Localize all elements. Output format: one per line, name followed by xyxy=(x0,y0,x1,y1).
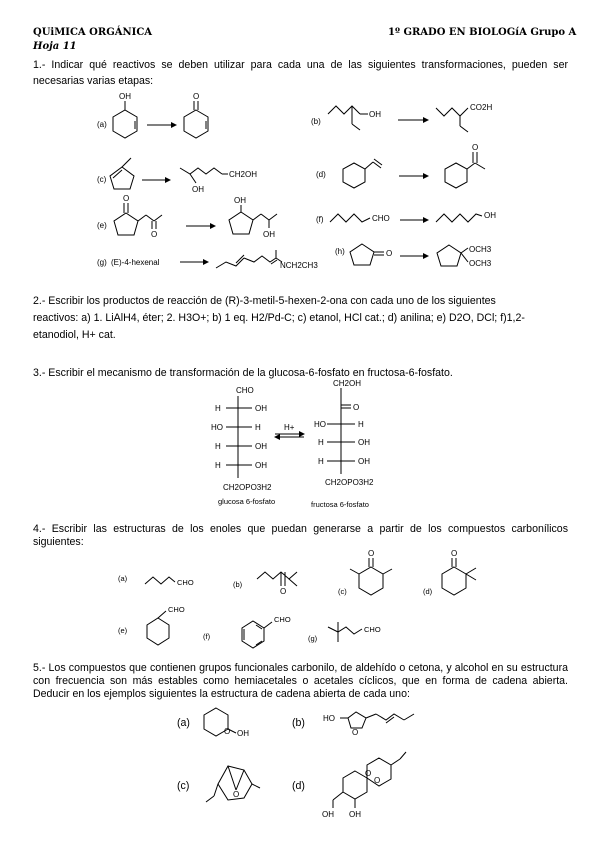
svg-text:H: H xyxy=(358,420,364,429)
q1-label-b: (b) xyxy=(311,117,321,126)
q4-label-e: (e) xyxy=(118,626,128,635)
q1-label-h: (h) xyxy=(335,247,345,256)
q4f-structure xyxy=(242,615,291,648)
question-4-text: 4.- Escribir las estructuras de los enoles que puedan generarse a partir de los compuestos carbonílicos siguientes: xyxy=(33,523,568,548)
q1a-o: O xyxy=(193,92,200,101)
fructose-phosphate: CH2OPO3H2 xyxy=(325,478,374,487)
svg-text:CHO: CHO xyxy=(177,578,194,587)
svg-text:HO: HO xyxy=(211,423,223,432)
q5c-structure xyxy=(206,766,260,802)
q4e-structure xyxy=(147,605,185,645)
q1d-product xyxy=(445,143,485,188)
q5-label-a: (a) xyxy=(177,717,190,729)
glucose-cho: CHO xyxy=(236,386,254,395)
course-title: QUiMICA ORGÁNICA xyxy=(33,27,153,38)
q1b-co2h: CO2H xyxy=(470,103,493,112)
glucose-label: glucosa 6-fosfato xyxy=(218,497,276,506)
svg-text:OH: OH xyxy=(255,404,267,413)
svg-text:CHO: CHO xyxy=(274,615,291,624)
svg-text:O: O xyxy=(365,769,372,778)
q4-label-f: (f) xyxy=(203,632,211,641)
question-2-line-1: 2.- Escribir los productos de reacción de (R)-3-metil-5-hexen-2-ona con cada uno de los siguientes xyxy=(33,295,496,307)
svg-text:CHO: CHO xyxy=(364,625,381,634)
q5-label-d: (d) xyxy=(292,780,305,792)
q1f-oh: OH xyxy=(484,211,496,220)
fructose-ch2oh: CH2OH xyxy=(333,379,362,388)
svg-text:OH: OH xyxy=(322,810,334,819)
q1h-och3b: OCH3 xyxy=(469,259,492,268)
q1-label-e: (e) xyxy=(97,221,107,230)
q4-label-d: (d) xyxy=(423,587,433,596)
svg-text:O: O xyxy=(224,727,231,736)
q1h-o: O xyxy=(386,249,393,258)
svg-text:OH: OH xyxy=(358,438,370,447)
q1-label-g: (g) xyxy=(97,258,107,267)
q1e-reactant xyxy=(114,194,162,239)
q1-label-a: (a) xyxy=(97,120,107,129)
q1g-amine: NCH2CH3 xyxy=(280,261,318,270)
q4g-structure xyxy=(328,622,381,642)
q1h-och3a: OCH3 xyxy=(469,245,492,254)
glucose-phosphate: CH2OPO3H2 xyxy=(223,483,272,492)
q1e-oh: OH xyxy=(234,196,246,205)
svg-text:H: H xyxy=(318,457,324,466)
q1b-product xyxy=(436,103,492,132)
q1b-reactant xyxy=(328,106,381,130)
svg-text:H: H xyxy=(318,438,324,447)
question-1-text: 1.- Indicar qué reactivos se deben utilizar para cada una de las siguientes transformaciones, pueden ser necesarias varias etapas: xyxy=(33,59,568,87)
q1h-product xyxy=(437,245,492,268)
q5-label-b: (b) xyxy=(292,717,305,729)
svg-text:O: O xyxy=(233,790,240,799)
svg-text:HO: HO xyxy=(323,714,335,723)
q5a-structure xyxy=(204,708,249,738)
svg-text:H: H xyxy=(215,442,221,451)
question-2-line-3: etanodiol, H+ cat. xyxy=(33,329,116,341)
q5-label-c: (c) xyxy=(177,780,190,792)
q1-label-d: (d) xyxy=(316,170,326,179)
q5d-structure xyxy=(322,752,406,819)
q1f-reactant xyxy=(330,214,390,223)
question-3-text: 3.- Escribir el mecanismo de transformación de la glucosa-6-fosfato en fructosa-6-fosfato. xyxy=(33,367,453,379)
svg-text:O: O xyxy=(368,549,375,558)
q1e-o: O xyxy=(123,194,130,203)
svg-text:OH: OH xyxy=(349,810,361,819)
q1a-product xyxy=(184,92,208,138)
q5b-structure xyxy=(323,712,414,737)
q1d-reactant xyxy=(343,159,382,188)
svg-text:O: O xyxy=(353,403,360,412)
svg-text:O: O xyxy=(374,776,381,785)
q4-label-g: (g) xyxy=(308,634,318,643)
q4-label-a: (a) xyxy=(118,574,128,583)
q4-label-c: (c) xyxy=(338,587,347,596)
equilibrium-arrows xyxy=(275,423,304,437)
fructose-label: fructosa 6-fosfato xyxy=(311,500,369,509)
svg-text:OH: OH xyxy=(358,457,370,466)
q1d-o: O xyxy=(472,143,479,152)
q1e-oh2: OH xyxy=(263,230,275,239)
svg-text:O: O xyxy=(352,728,359,737)
q1-label-c: (c) xyxy=(97,175,107,184)
svg-text:O: O xyxy=(280,587,287,596)
h-plus: H+ xyxy=(284,423,295,432)
q1g-product xyxy=(216,250,318,270)
question-2-line-2: reactivos: a) 1. LiAlH4, éter; 2. H3O+; b) 1 eq. H2/Pd-C; c) etanol, HCl cat.; d) anilina; e) D2O, DCl; f)1,2- xyxy=(33,312,525,324)
svg-text:H: H xyxy=(215,461,221,470)
q1-g-name: (E)-4-hexenal xyxy=(111,258,160,267)
q4c-structure xyxy=(350,549,392,595)
svg-text:O: O xyxy=(451,549,458,558)
q1c-ch2oh: CH2OH xyxy=(229,170,258,179)
glucose-fischer xyxy=(211,386,272,492)
q1e-product xyxy=(229,196,277,239)
q1c-oh: OH xyxy=(192,185,204,194)
q4d-structure xyxy=(442,549,476,595)
sheet-number: Hoja 11 xyxy=(33,41,77,52)
fructose-fischer xyxy=(314,379,374,487)
q1a-oh: OH xyxy=(119,92,131,101)
svg-text:H: H xyxy=(255,423,261,432)
q4-label-b: (b) xyxy=(233,580,243,589)
q1f-product xyxy=(436,211,496,222)
q1f-cho: CHO xyxy=(372,214,390,223)
question-5-text: 5.- Los compuestos que contienen grupos funcionales carbonilo, de aldehído o cetona, y alcohol en su estructura con frecuencia son más estables como hemiacetales o acetales cíclicos, que en forma de cadena abierta. Deducir en los ejemplos siguientes la estructura de cadena abierta de cada uno: xyxy=(33,662,568,700)
q1a-reactant xyxy=(113,92,137,138)
svg-text:H: H xyxy=(215,404,221,413)
q1e-o2: O xyxy=(151,230,158,239)
svg-text:OH: OH xyxy=(255,461,267,470)
svg-text:HO: HO xyxy=(314,420,326,429)
q1c-product xyxy=(180,168,257,194)
svg-text:OH: OH xyxy=(237,729,249,738)
q1-label-f: (f) xyxy=(316,215,324,224)
q4b-structure xyxy=(257,572,297,596)
q1h-reactant xyxy=(350,244,392,265)
svg-text:CHO: CHO xyxy=(168,605,185,614)
group-title: 1º GRADO EN BIOLOGíA Grupo A xyxy=(388,27,577,38)
q1c-reactant xyxy=(110,158,134,189)
svg-text:OH: OH xyxy=(255,442,267,451)
q1b-oh: OH xyxy=(369,110,381,119)
q4a-structure xyxy=(145,577,194,587)
